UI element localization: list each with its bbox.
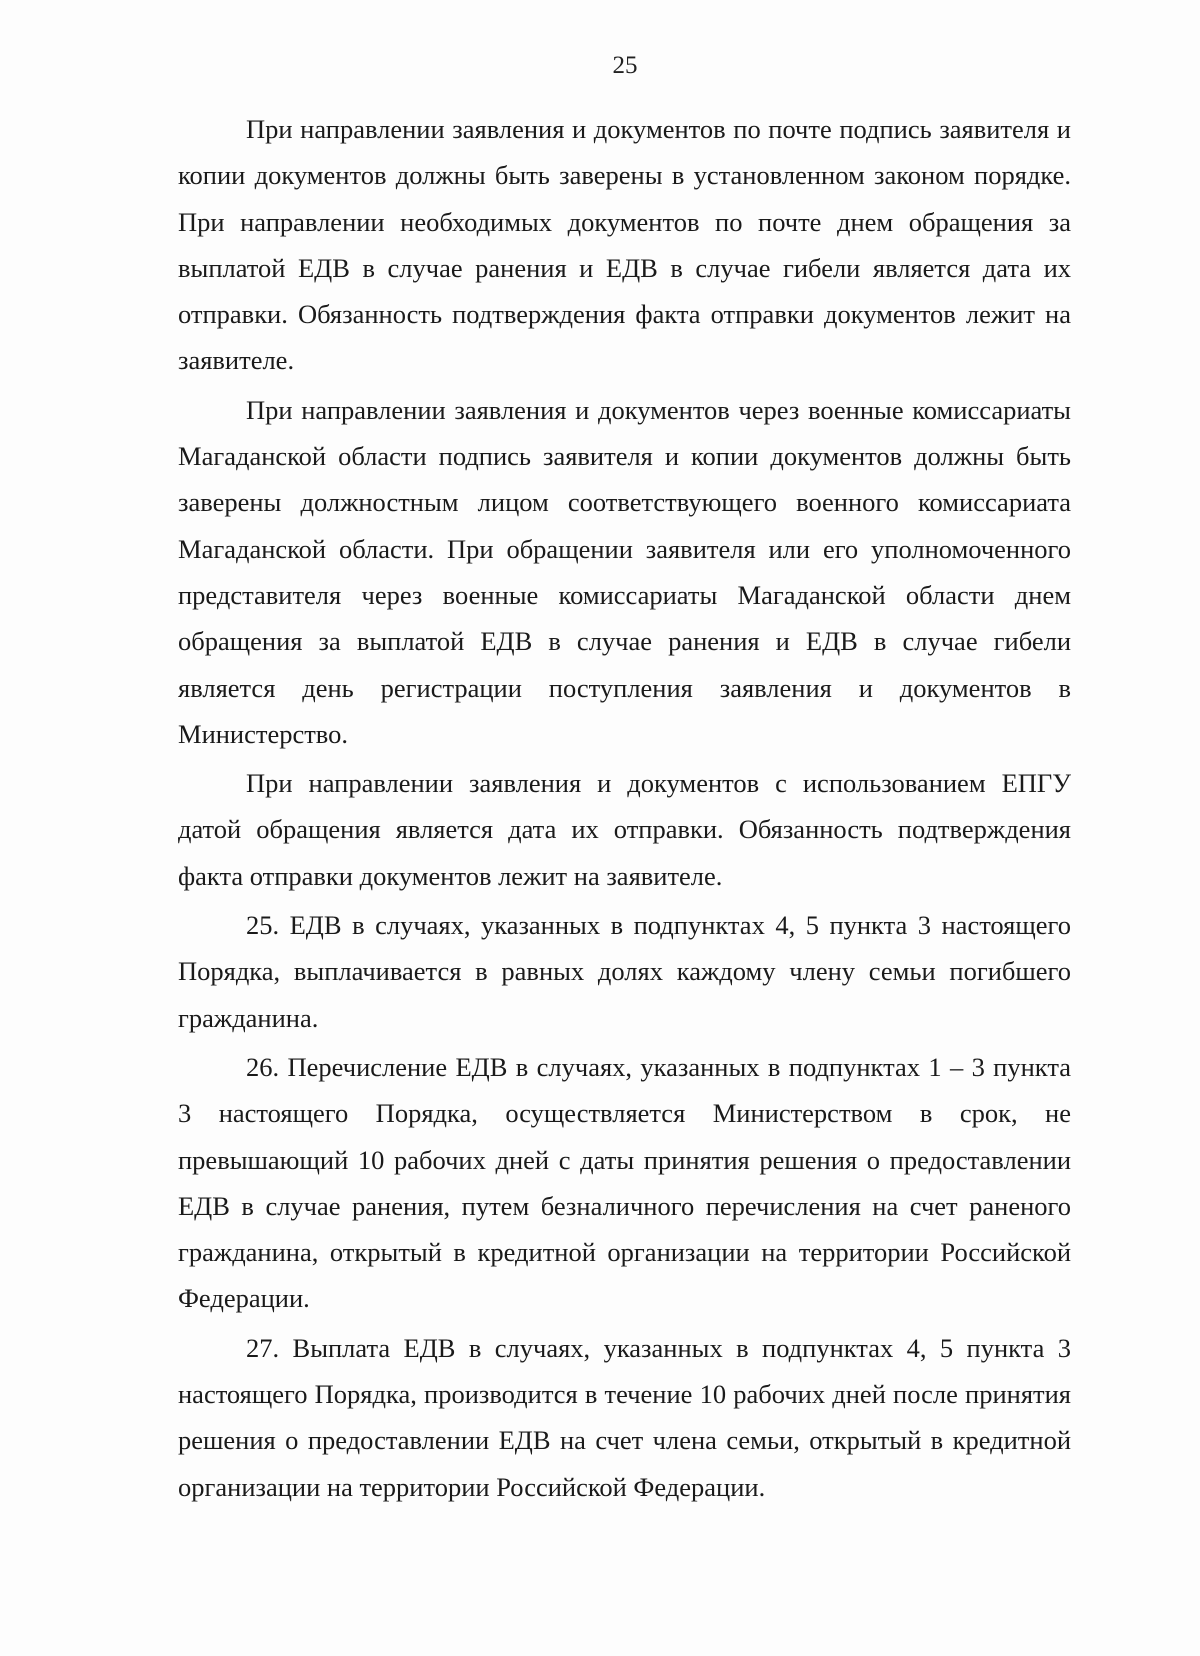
document-body xyxy=(178,106,1071,1513)
paragraph-item-27: 27. Выплата ЕДВ в случаях, указанных в подпунктах 4, 5 пункта 3 настоящего Порядка, производится в течение 10 рабочих дней после принятия решения о предоставлении ЕДВ на счет члена семьи, открытый в кредитной организации на территории Российской Федерации. xyxy=(178,1332,1071,1502)
paragraph-item-25: 25. ЕДВ в случаях, указанных в подпунктах 4, 5 пункта 3 настоящего Порядка, выплачивается в равных долях каждому члену семьи погибшего гражданина. xyxy=(178,910,1071,1033)
paragraph-epgu-submission: При направлении заявления и документов с использованием ЕПГУ датой обращения является дата их отправки. Обязанность подтверждения факта отправки документов лежит на заявителе. xyxy=(178,768,1071,891)
paragraph-item-26: 26. Перечисление ЕДВ в случаях, указанных в подпунктах 1 – 3 пункта 3 настоящего Порядка, осуществляется Министерством в срок, не превышающий 10 рабочих дней с даты принятия решения о предоставлении ЕДВ в случае ранения, путем безналичного перечисления на счет раненого гражданина, открытый в кредитной организации на территории Российской Федерации. xyxy=(178,1051,1071,1314)
paragraph-military-commissariat-submission: При направлении заявления и документов через военные комиссариаты Магаданской области подпись заявителя и копии документов должны быть заверены должностным лицом соответствующего военного комиссариата Магаданской области. При обращении заявителя или его уполномоченного представителя через военные комиссариаты Магаданской области днем обращения за выплатой ЕДВ в случае ранения и ЕДВ в случае гибели является день регистрации поступления заявления и документов в Министерство. xyxy=(178,394,1071,749)
paragraph-mail-submission: При направлении заявления и документов по почте подпись заявителя и копии документов должны быть заверены в установленном законом порядке. При направлении необходимых документов по почте днем обращения за выплатой ЕДВ в случае ранения и ЕДВ в случае гибели является дата их отправки. Обязанность подтверждения факта отправки документов лежит на заявителе. xyxy=(178,114,1071,376)
page-number: 25 xyxy=(612,52,638,79)
